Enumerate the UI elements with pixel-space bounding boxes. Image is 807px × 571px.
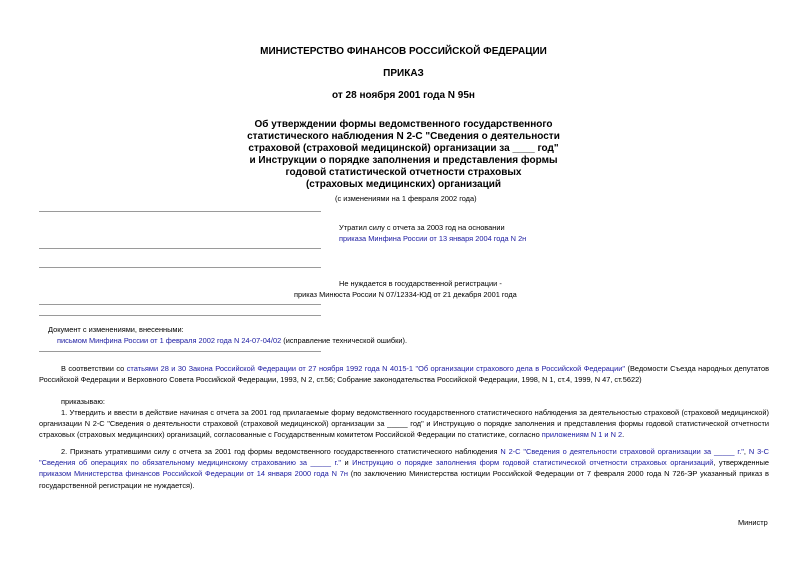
appendices-link[interactable]: приложениям N 1 и N 2 — [541, 430, 623, 440]
title-line: (страховых медицинских) организаций — [305, 179, 502, 190]
status-text: Утратил силу с отчета за 2003 год на основании — [339, 223, 505, 232]
preamble-paragraph — [39, 363, 769, 385]
document-title — [0, 119, 807, 191]
form-3c-link[interactable]: N 3-С "Сведения об операциях по обязательному медицинскому страхованию за _____ г." — [39, 447, 769, 468]
order-7n-link[interactable]: приказом Министерства финансов Российской Федерации от 14 января 2000 года N 7н — [39, 469, 348, 479]
item-2-text: и — [340, 458, 353, 468]
item-1-paragraph — [39, 407, 769, 441]
signature: Министр — [738, 518, 768, 527]
item-2-text: , — [743, 447, 749, 456]
order-type-heading: ПРИКАЗ — [383, 68, 424, 79]
item-1-text: 1. Утвердить и ввести в действие начиная с отчета за 2001 год прилагаемые форму ведомственного государственного статистического наблюдения за деятельностью страховой (страховой медицинской) организации N 2-С "Сведения о деятельности страховой (страховой медицинской) организации за _____ год" и Инструкцию о порядке заполнения и представления формы годовой статистической отчетности страховых (страховых медицинских) организаций, согласованные с Государственным комитетом Российской Федерации по статистике, согласно — [39, 408, 769, 440]
item-2-text: 2. Признать утратившими силу с отчета за 2001 год формы ведомственного государственного статистического наблюдения — [61, 447, 501, 456]
item-2-text: , утвержденные — [713, 458, 769, 468]
changes-letter-link[interactable]: письмом Минфина России от 1 февраля 2002 года N 24-07-04/02 — [57, 336, 282, 345]
title-line: и Инструкции о порядке заполнения и представления формы — [249, 155, 558, 166]
old-instruction-link[interactable]: Инструкцию о порядке заполнения форм годовой статистической отчетности страховых организаций — [352, 458, 714, 468]
changes-line — [57, 335, 407, 346]
order-word: приказываю: — [61, 397, 105, 406]
repeal-order-link[interactable]: приказа Минфина России от 13 января 2004 года N 2н — [339, 234, 527, 243]
registration-text: Не нуждается в государственной регистрации - — [339, 279, 502, 288]
divider — [39, 315, 321, 316]
law-articles-link[interactable]: статьями 28 и 30 Закона Российской Федерации от 27 ноября 1992 года N 4015-1 "Об организации страхового дела в Российской Федерации" — [126, 364, 626, 373]
preamble-text: (Ведомости Съезда народных депутатов Российской Федерации и Верховного Совета Российской Федерации, 1993, N 2, ст.56; Собрание законодательства Российской Федерации, 1998, N 1, ст.4, 1999, N 47, ст.5622) — [39, 364, 769, 385]
divider — [39, 248, 321, 249]
form-2c-link[interactable]: N 2-С "Сведения о деятельности страховой организации за _____ г." — [500, 447, 744, 456]
item-2-text: (по заключению Министерства юстиции Российской Федерации от 7 февраля 2000 года N 726-ЭР указанный приказ в государственной регистрации не нуждается). — [39, 469, 769, 490]
preamble-text: В соответствии со — [61, 364, 127, 373]
divider — [39, 211, 321, 212]
divider — [39, 351, 321, 352]
divider — [39, 304, 321, 305]
item-2-paragraph — [39, 446, 769, 491]
registration-ref: приказ Минюста России N 07/12334-ЮД от 21 декабря 2001 года — [294, 290, 517, 299]
ministry-heading: МИНИСТЕРСТВО ФИНАНСОВ РОССИЙСКОЙ ФЕДЕРАЦИИ — [260, 46, 547, 57]
item-1-end: . — [622, 430, 625, 440]
title-line: годовой статистической отчетности страховых — [285, 167, 522, 178]
order-date: от 28 ноября 2001 года N 95н — [332, 90, 475, 101]
divider — [39, 267, 321, 268]
changes-suffix: (исправление технической ошибки). — [281, 336, 408, 345]
title-line: Об утверждении формы ведомственного государственного — [254, 119, 553, 130]
title-line: статистического наблюдения N 2-С "Сведения о деятельности — [247, 131, 560, 142]
title-line: страховой (страховой медицинской) организации за ____ год" — [248, 143, 559, 154]
amendments-note: (с изменениями на 1 февраля 2002 года) — [335, 194, 477, 203]
changes-intro: Документ с изменениями, внесенными: — [48, 325, 184, 334]
